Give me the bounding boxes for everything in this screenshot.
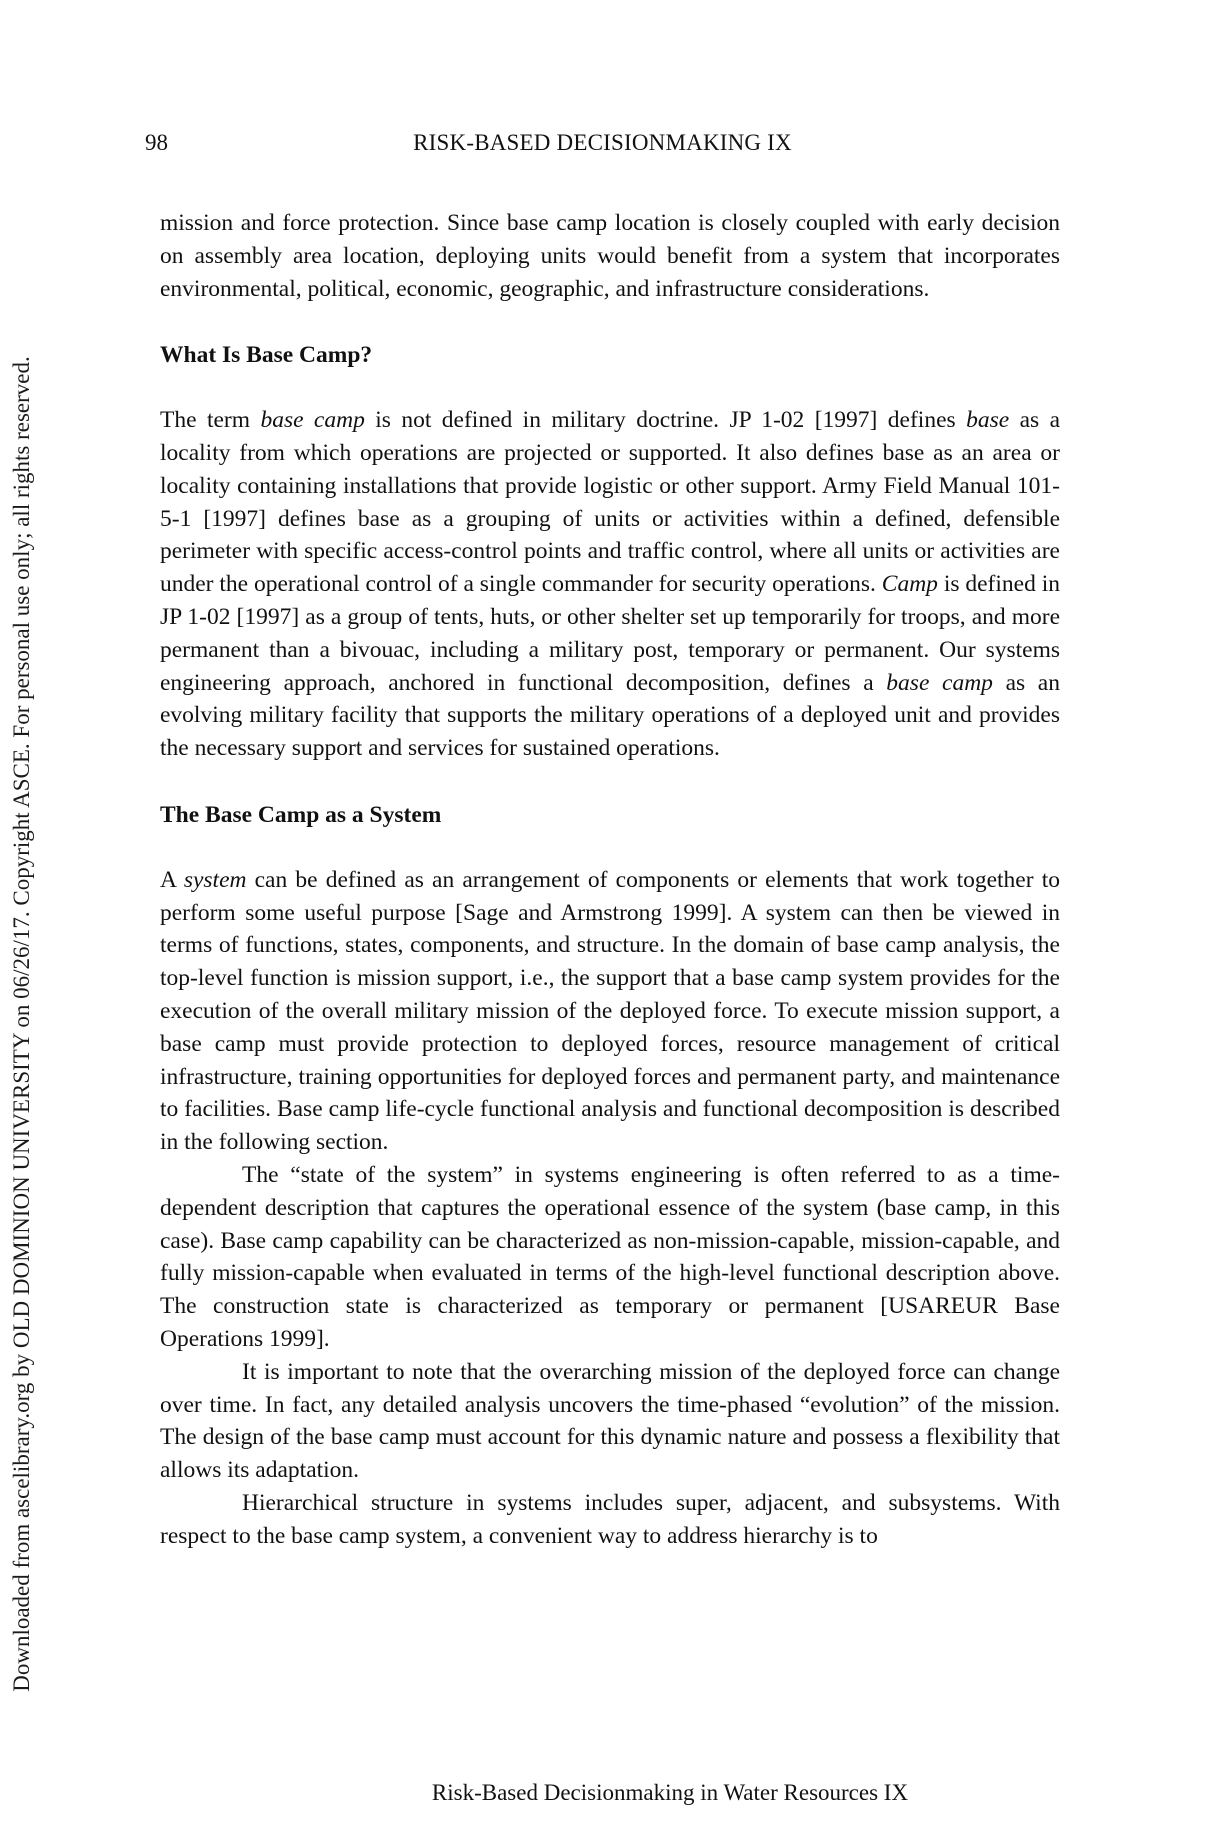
- italic-term: base camp: [886, 669, 993, 696]
- download-notice: Downloaded from ascelibrary.org by OLD DOMINION UNIVERSITY on 06/26/17. Copyright ASCE. For personal use only; all rights reserved.: [9, 356, 34, 1692]
- text-run: A: [160, 866, 184, 893]
- italic-term: base: [966, 407, 1010, 434]
- paragraph: It is important to note that the overarching mission of the deployed force can change over time. In fact, any detailed analysis uncovers the time-phased “evolution” of the mission. The design of the base camp must account for this dynamic nature and possess a flexibility that allows its adaptation.: [160, 1358, 1060, 1484]
- book-footer: Risk-Based Decisionmaking in Water Resources IX: [431, 1780, 909, 1805]
- paragraph: Hierarchical structure in systems includes super, adjacent, and subsystems. With respect to the base camp system, a convenient way to address hierarchy is to: [160, 1489, 1060, 1549]
- text-run: is defined in JP 1-02 [1997] as a group of tents, huts, or other shelter set up temporarily for troops, and more permanent than a bivouac, including a military post, temporary or permanent. Our systems engineering approach, anchored in functional decomposition, defines a: [160, 571, 1060, 696]
- text-run: The term: [160, 407, 261, 434]
- italic-term: Camp: [881, 571, 938, 598]
- text-run: can be defined as an arrangement of components or elements that work together to perform some useful purpose [Sage and Armstrong 1999]. A system can then be viewed in terms of functions, states, components, and structure. In the domain of base camp analysis, the top-level function is mission support, i.e., the support that a base camp system provides for the execution of the overall military mission of the deployed force. To execute mission support, a base camp must provide protection to deployed forces, resource management of critical infrastructure, training opportunities for deployed forces and permanent party, and maintenance to facilities. Base camp life-cycle functional analysis and functional decomposition is described in the following section.: [160, 866, 1060, 1156]
- section-heading: The Base Camp as a System: [160, 801, 442, 828]
- body-text: [160, 207, 1060, 1552]
- italic-term: base camp: [260, 407, 365, 434]
- paragraph: [160, 404, 1060, 765]
- paragraph: The “state of the system” in systems engineering is often referred to as a time-dependent description that captures the operational essence of the system (base camp, in this case). Base camp capability can be characterized as non-mission-capable, mission-capable, and fully mission-capable when evaluated in terms of the high-level functional description above. The construction state is characterized as temporary or permanent [USAREUR Base Operations 1999].: [160, 1161, 1060, 1352]
- text-run: is not defined in military doctrine. JP 1-02 [1997] defines: [364, 407, 967, 434]
- text-run: as an evolving military facility that supports the military operations of a deployed unit and provides the necessary support and services for sustained operations.: [160, 669, 1060, 762]
- italic-term: system: [183, 866, 247, 893]
- running-header: [145, 128, 1060, 158]
- paragraph: [160, 864, 1060, 1159]
- running-title: RISK-BASED DECISIONMAKING IX: [413, 130, 792, 155]
- page-number: 98: [145, 130, 168, 155]
- paragraph: mission and force protection. Since base camp location is closely coupled with early decision on assembly area location, deploying units would benefit from a system that incorporates environmental, political, economic, geographic, and infrastructure considerations.: [160, 210, 1060, 302]
- text-run: as a locality from which operations are projected or supported. It also defines base as an area or locality containing installations that provide logistic or other support. Army Field Manual 101-5-1 [1997] defines base as a grouping of units or activities within a defined, defensible perimeter with specific access-control points and traffic control, where all units or activities are under the operational control of a single commander for security operations.: [160, 407, 1060, 598]
- section-heading: What Is Base Camp?: [160, 342, 373, 369]
